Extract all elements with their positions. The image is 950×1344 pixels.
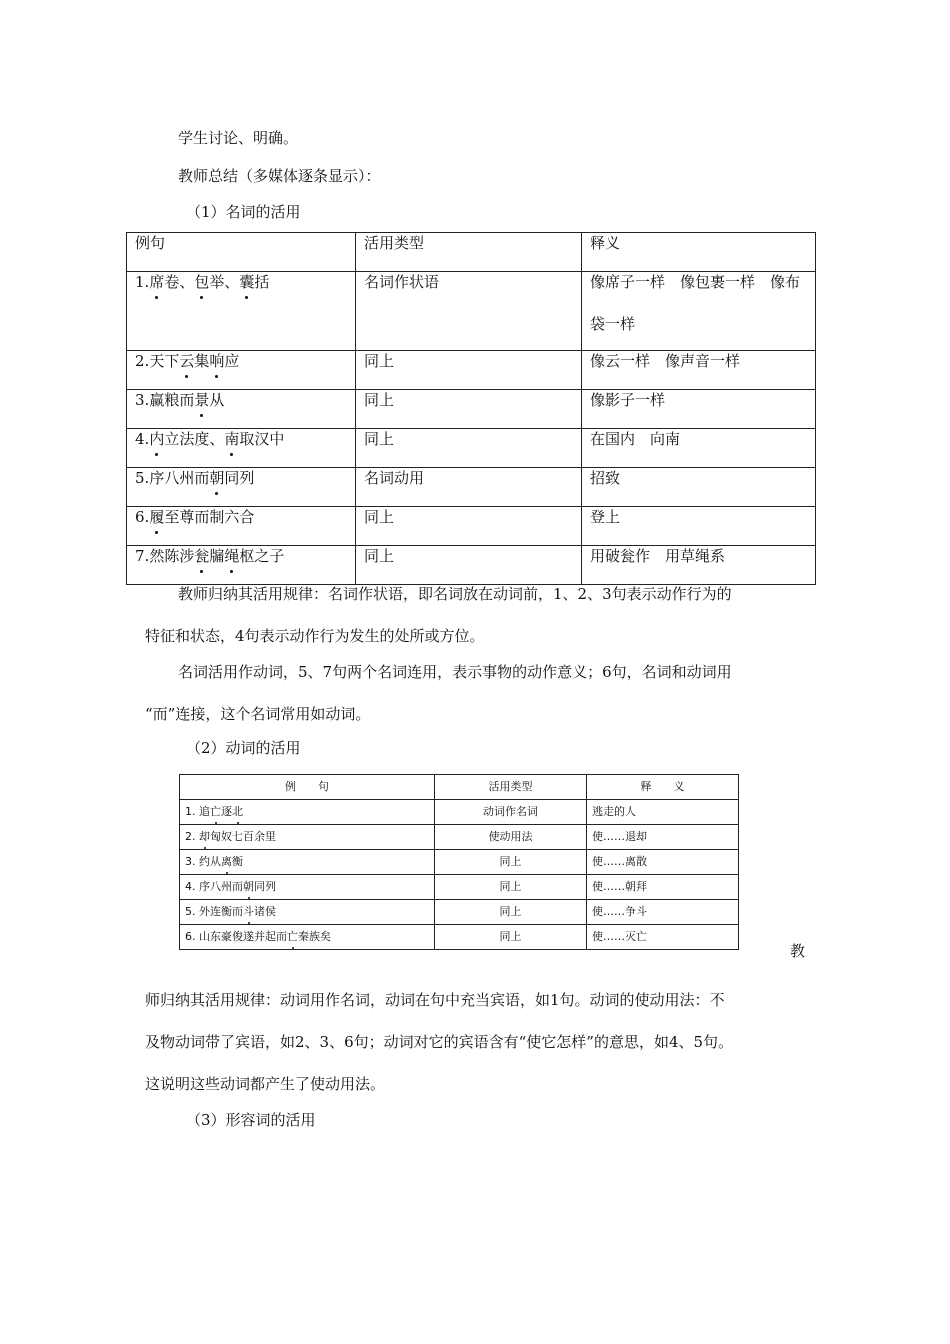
paragraph-noun-rule-1-cont: 特征和状态，4句表示动作行为发生的处所或方位。 bbox=[145, 627, 485, 645]
table-row bbox=[127, 390, 816, 429]
header-example: 例 句 bbox=[180, 775, 435, 800]
table-header-row bbox=[180, 775, 739, 800]
table-row bbox=[180, 925, 739, 950]
emphasis-char: 囊 bbox=[239, 273, 255, 291]
emphasis-char: 瓮 bbox=[194, 547, 210, 565]
meaning-cell: 使……朝拜 bbox=[587, 875, 739, 900]
table-row bbox=[127, 507, 816, 546]
table-row bbox=[127, 429, 816, 468]
noun-usage-table bbox=[126, 232, 816, 585]
meaning-cell: 像席子一样 像包裹一样 像布袋一样 bbox=[582, 272, 816, 351]
meaning-cell: 用破瓮作 用草绳系 bbox=[582, 546, 816, 585]
usage-type-cell: 同上 bbox=[356, 390, 582, 429]
header-meaning: 释义 bbox=[582, 233, 816, 272]
emphasis-char: 离 bbox=[221, 855, 232, 868]
example-cell: 6.履至尊而制六合 bbox=[127, 507, 356, 546]
usage-type-cell: 名词作状语 bbox=[356, 272, 582, 351]
paragraph-verb-rule-3: 这说明这些动词都产生了使动用法。 bbox=[145, 1075, 386, 1093]
usage-type-cell: 同上 bbox=[435, 850, 587, 875]
meaning-cell: 登上 bbox=[582, 507, 816, 546]
emphasis-char: 朝 bbox=[209, 469, 225, 487]
header-usage-type: 活用类型 bbox=[435, 775, 587, 800]
usage-type-cell: 名词动用 bbox=[356, 468, 582, 507]
meaning-cell: 使……灭亡 bbox=[587, 925, 739, 950]
example-cell: 1.席卷、包举、囊括 bbox=[127, 272, 356, 351]
emphasis-char: 内 bbox=[149, 430, 165, 448]
table-row bbox=[180, 850, 739, 875]
emphasis-char: 履 bbox=[149, 508, 165, 526]
usage-type-cell: 同上 bbox=[356, 507, 582, 546]
header-example: 例句 bbox=[127, 233, 356, 272]
usage-type-cell: 使动用法 bbox=[435, 825, 587, 850]
usage-type-cell: 同上 bbox=[356, 429, 582, 468]
meaning-cell: 在国内 向南 bbox=[582, 429, 816, 468]
emphasis-char: 景 bbox=[194, 391, 210, 409]
paragraph-discussion: 学生讨论、明确。 bbox=[178, 129, 299, 147]
table-row bbox=[127, 272, 816, 351]
verb-usage-table bbox=[179, 774, 739, 950]
emphasis-char: 朝 bbox=[243, 880, 254, 893]
table-row bbox=[180, 900, 739, 925]
paragraph-verb-rule-2: 及物动词带了宾语，如2、3、6句；动词对它的宾语含有“使它怎样”的意思，如4、5句。 bbox=[145, 1033, 734, 1051]
meaning-cell: 像影子一样 bbox=[582, 390, 816, 429]
table-row bbox=[180, 875, 739, 900]
emphasis-char: 绳 bbox=[224, 547, 240, 565]
emphasis-char: 包 bbox=[194, 273, 210, 291]
example-cell: 2. 却匈奴七百余里 bbox=[180, 825, 435, 850]
paragraph-noun-rule-1: 教师归纳其活用规律：名词作状语，即名词放在动词前，1、2、3句表示动作行为的 bbox=[178, 585, 732, 603]
heading-noun-usage: （1）名词的活用 bbox=[186, 203, 301, 221]
paragraph-teacher-summary: 教师总结（多媒体逐条显示）： bbox=[178, 167, 381, 185]
meaning-cell: 逃走的人 bbox=[587, 800, 739, 825]
emphasis-char: 亡 bbox=[210, 805, 221, 818]
usage-type-cell: 同上 bbox=[435, 875, 587, 900]
emphasis-char: 南 bbox=[224, 430, 240, 448]
paragraph-verb-rule-1: 师归纳其活用规律：动词用作名词，动词在句中充当宾语，如1句。动词的使动用法：不 bbox=[145, 991, 725, 1009]
heading-verb-usage: （2）动词的活用 bbox=[186, 739, 301, 757]
emphasis-char: 北 bbox=[232, 805, 243, 818]
emphasis-char: 席 bbox=[149, 273, 165, 291]
example-cell: 6. 山东豪俊遂并起而亡秦族矣 bbox=[180, 925, 435, 950]
paragraph-verb-rule-start: 教 bbox=[790, 942, 806, 960]
example-cell: 3.赢粮而景从 bbox=[127, 390, 356, 429]
table-row bbox=[127, 468, 816, 507]
emphasis-char: 却 bbox=[199, 830, 210, 843]
emphasis-char: 斗 bbox=[243, 905, 254, 918]
meaning-cell: 使……退却 bbox=[587, 825, 739, 850]
usage-type-cell: 同上 bbox=[435, 900, 587, 925]
example-cell: 5.序八州而朝同列 bbox=[127, 468, 356, 507]
meaning-cell: 使……离散 bbox=[587, 850, 739, 875]
meaning-cell: 使……争斗 bbox=[587, 900, 739, 925]
example-cell: 4.内立法度、南取汉中 bbox=[127, 429, 356, 468]
usage-type-cell: 同上 bbox=[435, 925, 587, 950]
header-meaning: 释 义 bbox=[587, 775, 739, 800]
meaning-cell: 招致 bbox=[582, 468, 816, 507]
example-cell: 3. 约从离衡 bbox=[180, 850, 435, 875]
emphasis-char: 云 bbox=[179, 352, 195, 370]
paragraph-noun-rule-2: 名词活用作动词，5、7句两个名词连用，表示事物的动作意义；6句，名词和动词用 bbox=[178, 663, 732, 681]
table-row bbox=[180, 800, 739, 825]
example-cell: 4. 序八州而朝同列 bbox=[180, 875, 435, 900]
usage-type-cell: 同上 bbox=[356, 546, 582, 585]
meaning-cell: 像云一样 像声音一样 bbox=[582, 351, 816, 390]
usage-type-cell: 动词作名词 bbox=[435, 800, 587, 825]
heading-adjective-usage: （3）形容词的活用 bbox=[186, 1111, 316, 1129]
example-cell: 1. 追亡逐北 bbox=[180, 800, 435, 825]
paragraph-noun-rule-2-cont: “而”连接，这个名词常用如动词。 bbox=[145, 705, 371, 723]
table-row bbox=[127, 351, 816, 390]
usage-type-cell: 同上 bbox=[356, 351, 582, 390]
table-row bbox=[127, 546, 816, 585]
example-cell: 5. 外连衡而斗诸侯 bbox=[180, 900, 435, 925]
header-usage-type: 活用类型 bbox=[356, 233, 582, 272]
table-row bbox=[180, 825, 739, 850]
example-cell: 2.天下云集响应 bbox=[127, 351, 356, 390]
emphasis-char: 响 bbox=[209, 352, 225, 370]
example-cell: 7.然陈涉瓮牖绳枢之子 bbox=[127, 546, 356, 585]
emphasis-char: 亡 bbox=[287, 930, 298, 943]
